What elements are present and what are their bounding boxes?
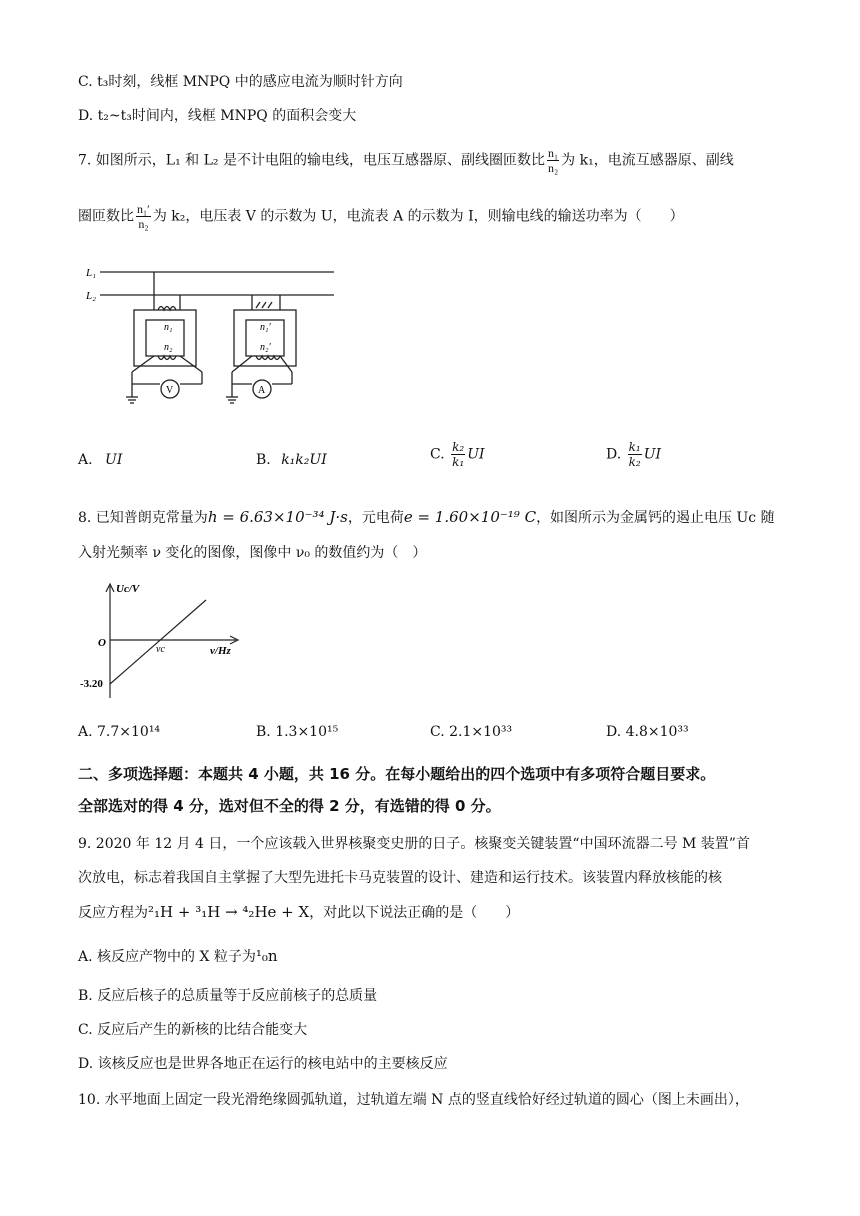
fraction-numerator: k₁ [628, 440, 641, 454]
q7-ratio-fraction [547, 146, 559, 175]
q7-stem-text-a: 7. 如图所示，L₁ 和 L₂ 是不计电阻的输电线，电压互感器原、副线圈匝数比 [78, 152, 545, 169]
q9-option-d: D. 该核反应也是世界各地正在运行的核电站中的主要核反应 [78, 1056, 448, 1072]
q8-stem-text-b: ，元电荷 [347, 510, 404, 526]
label-n1: n₁ [164, 322, 173, 333]
y-intercept-label: -3.20 [80, 678, 103, 690]
q8-option-c: C. 2.1×10³³ [430, 724, 513, 740]
q9-option-a [78, 946, 278, 967]
option-label: D. [606, 446, 622, 463]
section-2-scoring: 全部选对的得 4 分，选对但不全的得 2 分，有选错的得 0 分。 [78, 797, 501, 815]
label-l2: L₂ [86, 290, 96, 302]
q7-ratio-fraction-2 [136, 202, 151, 231]
ammeter-label: A [258, 385, 266, 396]
fraction-denominator: k₁ [452, 455, 465, 469]
q7-stem-text-b: 为 k₁，电流互感器原、副线 [561, 152, 734, 169]
q8-option-b: B. 1.3×10¹⁵ [256, 724, 339, 740]
q9-stem-text-a: 反应方程为 [78, 905, 148, 921]
option-text: UI [643, 446, 662, 463]
fraction-numerator: n₁′ [137, 202, 150, 216]
q9-option-c: C. 反应后产生的新核的比结合能变大 [78, 1022, 308, 1038]
option-text: k₁k₂UI [281, 452, 327, 468]
origin-label: O [98, 637, 106, 649]
label-n2-prime: n₂′ [260, 342, 271, 353]
fraction-denominator: n₂ [138, 217, 149, 231]
stopping-voltage-graph [80, 574, 250, 702]
q7-stem-text-c: 圈匝数比 [78, 208, 134, 225]
fraction-denominator: n₂ [547, 161, 559, 175]
fraction-numerator: k₂ [452, 440, 465, 454]
q9-option-b: B. 反应后核子的总质量等于反应前核子的总质量 [78, 988, 378, 1004]
neutron-symbol: ¹₀n [255, 947, 278, 965]
x-axis-label: ν/Hz [210, 645, 231, 657]
q9-stem-line2: 次放电，标志着我国自主掌握了大型先进托卡马克装置的设计、建造和运行技术。该装置内释放核能的核 [78, 870, 722, 886]
q8-stem-text-a: 8. 已知普朗克常量为 [78, 510, 208, 526]
q7-option-c [430, 440, 485, 469]
section-2-heading: 二、多项选择题：本题共 4 小题，共 16 分。在每小题给出的四个选项中有多项符合题目要求。 [78, 765, 716, 783]
q8-option-d: D. 4.8×10³³ [606, 724, 689, 740]
option-label: C. [430, 446, 445, 463]
label-l1: L₁ [86, 267, 96, 279]
option-label: B. [256, 452, 271, 468]
fusion-equation: ²₁H + ³₁H → ⁴₂He + X [148, 903, 310, 921]
q7-option-a [78, 450, 122, 470]
q8-stem-line1 [78, 507, 775, 528]
cutoff-frequency-label: νc [156, 644, 165, 655]
voltmeter-label: V [166, 385, 174, 396]
q9-stem-text-b: ，对此以下说法正确的是（ ） [309, 905, 520, 921]
option-label: A. [78, 452, 93, 468]
q10-stem-line1: 10. 水平地面上固定一段光滑绝缘圆弧轨道，过轨道左端 N 点的竖直线恰好经过轨道的圆心（图上未画出）， [78, 1092, 749, 1108]
q7-stem-text-d: 为 k₂，电压表 V 的示数为 U，电流表 A 的示数为 I，则输电线的输送功率为（ ） [152, 208, 684, 225]
q7-option-b [256, 450, 327, 470]
fraction-denominator: k₂ [628, 455, 641, 469]
label-n2: n₂ [164, 342, 173, 353]
q7-stem-line2 [78, 202, 684, 231]
q7-option-d [606, 440, 661, 469]
y-axis-label: Uc/V [116, 583, 140, 595]
planck-constant: h = 6.63×10⁻³⁴ J·s [207, 508, 348, 526]
option-text: UI [105, 452, 123, 468]
elementary-charge: e = 1.60×10⁻¹⁹ C [403, 508, 537, 526]
q6-option-c: C. t₃时刻，线框 MNPQ 中的感应电流为顺时针方向 [78, 74, 403, 90]
option-text: A. 核反应产物中的 X 粒子为 [78, 949, 256, 965]
q8-stem-text-c: ，如图所示为金属钙的遏止电压 Uc 随 [536, 510, 775, 526]
transformer-circuit-figure [84, 262, 344, 412]
q8-stem-line2: 入射光频率 ν 变化的图像，图像中 ν₀ 的数值约为（ ） [78, 545, 427, 561]
q6-option-d: D. t₂~t₃时间内，线框 MNPQ 的面积会变大 [78, 108, 357, 124]
q8-option-a: A. 7.7×10¹⁴ [78, 724, 161, 740]
q9-stem-line3 [78, 902, 519, 923]
label-n1-prime: n₁′ [260, 322, 271, 333]
q9-stem-line1: 9. 2020 年 12 月 4 日，一个应该载入世界核聚变史册的日子。核聚变关键装置“中国环流器二号 M 装置”首 [78, 836, 750, 852]
q7-stem-line1 [78, 146, 734, 175]
option-text: UI [467, 446, 485, 463]
fraction-numerator: n₁ [547, 146, 559, 160]
